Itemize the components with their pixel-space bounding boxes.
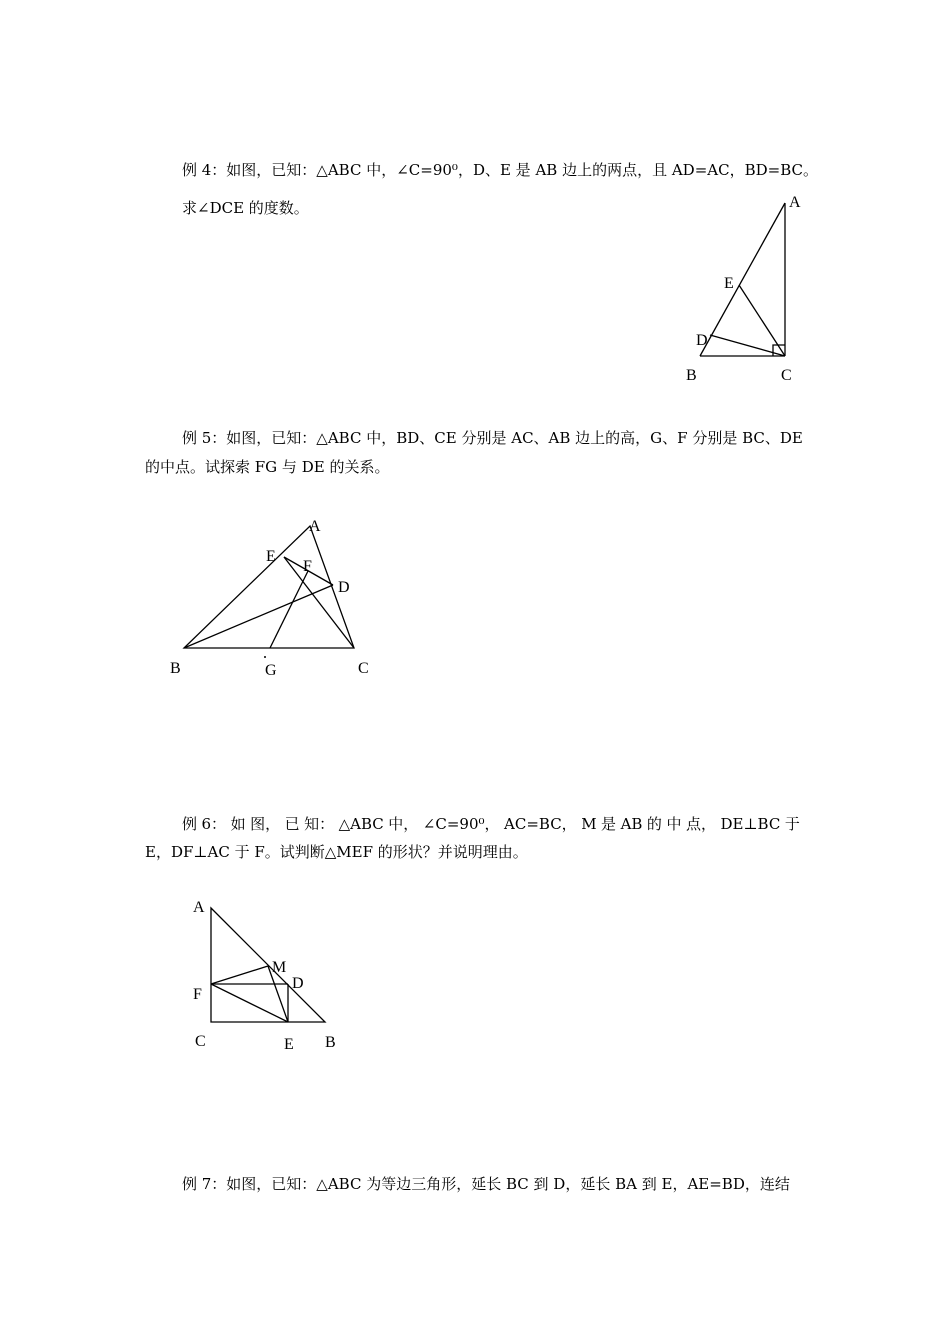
- ex4-line2: 求∠DCE 的度数。: [182, 199, 309, 217]
- ex6-w13: 的: [646, 815, 662, 833]
- ex5-label-A: A: [309, 518, 321, 535]
- ex5-line2: 的中点。试探索 FG 与 DE 的关系。: [145, 458, 390, 476]
- ex7-line1: 例 7：如图，已知：△ABC 为等边三角形，延长 BC 到 D，延长 BA 到 E，AE=BD，连结: [182, 1175, 790, 1193]
- ex6-w16: DE⊥BC: [720, 815, 781, 833]
- ex4-label-A: A: [789, 194, 801, 211]
- ex4-label-D: D: [696, 332, 708, 349]
- ex6-triangle: [211, 908, 325, 1022]
- ex6-label-E: E: [284, 1036, 294, 1053]
- ex6-label-C: C: [195, 1033, 206, 1050]
- ex6-w5: 知：: [304, 815, 335, 833]
- ex4-label-E: E: [724, 275, 734, 292]
- ex5-label-B: B: [170, 660, 181, 677]
- ex6-label-D: D: [292, 975, 304, 992]
- ex6-w6: △ABC: [338, 815, 384, 833]
- ex6-label-F: F: [193, 986, 202, 1003]
- ex6-w7: 中，: [388, 815, 419, 833]
- ex5-label-C: C: [358, 660, 369, 677]
- ex5-label-F: F: [303, 558, 312, 575]
- ex5-label-D: D: [338, 579, 350, 596]
- ex6-label-A: A: [193, 899, 205, 916]
- ex5-label-E: E: [266, 548, 276, 565]
- ex6-w9: AC=BC，: [504, 815, 577, 833]
- ex6-w3: 图，: [250, 815, 281, 833]
- ex4-label-C: C: [781, 367, 792, 384]
- ex6-w2: 如: [230, 815, 246, 833]
- ex6-w4: 已: [284, 815, 300, 833]
- ex4-line1: 例 4：如图，已知：△ABC 中，∠C=90⁰，D、E 是 AB 边上的两点，且 AD=AC，BD=BC。: [182, 161, 818, 179]
- ex4-label-B: B: [686, 367, 697, 384]
- ex6-w8: ∠C=90⁰，: [422, 815, 500, 833]
- ex6-label-M: M: [272, 959, 287, 976]
- ex6-w0: 例: [182, 815, 198, 833]
- ex5-label-G: G: [265, 662, 277, 679]
- ex6-w12: AB: [620, 815, 643, 833]
- ex6-w11: 是: [601, 815, 617, 833]
- ex6-line2: E，DF⊥AC 于 F。试判断△MEF 的形状？并说明理由。: [145, 843, 528, 861]
- ex6-label-B: B: [325, 1034, 336, 1051]
- ex6-w17: 于: [784, 815, 800, 833]
- ex5-line1: 例 5：如图，已知：△ABC 中，BD、CE 分别是 AC、AB 边上的高，G、F 分别是 BC、DE: [182, 429, 803, 447]
- ex6-w10: M: [581, 815, 597, 833]
- ex6-w14: 中: [666, 815, 682, 833]
- ex6-w1: 6：: [201, 815, 227, 833]
- ex6-w15: 点，: [685, 815, 716, 833]
